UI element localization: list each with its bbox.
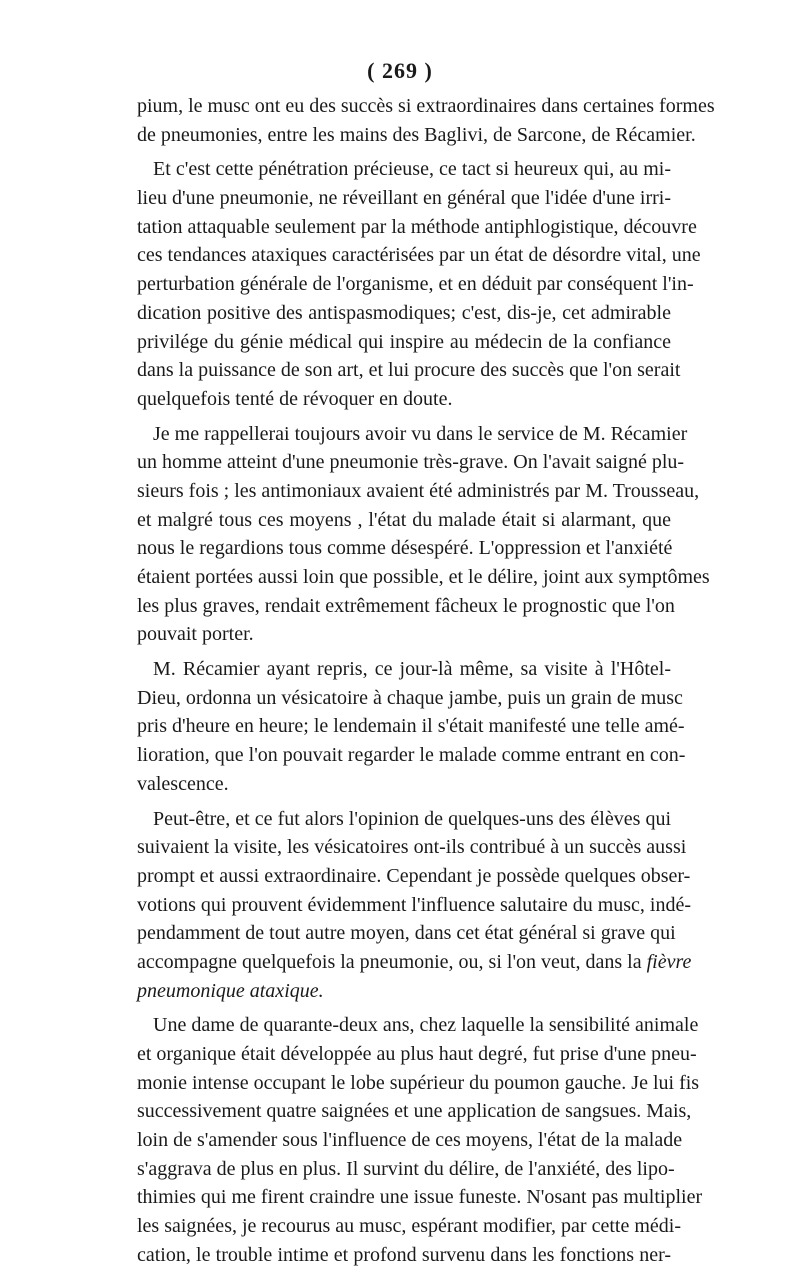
text-line-main: accompagne quelquefois la pneumonie, ou, si l'on veut, dans la	[137, 950, 642, 973]
text-line: les saignées, je recourus au musc, espérant modifier, par cette médi-	[137, 1215, 681, 1238]
text-line: Je me rappellerai toujours avoir vu dans le service de M. Récamier	[153, 422, 688, 445]
paragraph	[137, 155, 701, 413]
text-line: prompt et aussi extraordinaire. Cependant je possède quelques obser-	[137, 864, 691, 887]
text-line: tation attaquable seulement par la méthode antiphlogistique, découvre	[137, 215, 697, 238]
paragraph	[137, 1011, 703, 1269]
text-line: de pneumonies, entre les mains des Baglivi, de Sarcone, de Récamier.	[137, 123, 696, 146]
italic-text-line: pneumonique ataxique.	[137, 979, 324, 1002]
text-line: Et c'est cette pénétration précieuse, ce tact si heureux qui, au mi-	[153, 158, 671, 181]
text-line: votions qui prouvent évidemment l'influence salutaire du musc, indé-	[137, 893, 692, 916]
text-line: dication positive des antispasmodiques; c'est, dis-je, cet admirable	[137, 301, 671, 324]
page-number: ( 269 )	[367, 58, 433, 83]
text-line: pouvait porter.	[137, 623, 254, 646]
text-line: un homme atteint d'une pneumonie très-grave. On l'avait saigné plu-	[137, 451, 685, 474]
text-line: suivaient la visite, les vésicatoires ont-ils contribué à un succès aussi	[137, 836, 687, 859]
text-line: et organique était développée au plus haut degré, fut prise d'une pneu-	[137, 1043, 697, 1065]
text-line: nous le regardions tous comme désespéré. L'oppression et l'anxiété	[137, 537, 673, 560]
text-line: successivement quatre saignées et une application de sangsues. Mais,	[137, 1100, 692, 1123]
text-line: Une dame de quarante-deux ans, chez laquelle la sensibilité animale	[153, 1014, 699, 1037]
text-line: perturbation générale de l'organisme, et en déduit par conséquent l'in-	[137, 273, 694, 296]
text-line: lioration, que l'on pouvait regarder le malade comme entrant en con-	[137, 744, 686, 767]
text-line	[137, 948, 692, 977]
text-line: lieu d'une pneumonie, ne réveillant en général que l'idée d'une irri-	[137, 187, 671, 210]
text-line: Peut-être, et ce fut alors l'opinion de quelques-uns des élèves qui	[153, 807, 671, 830]
text-line: s'aggrava de plus en plus. Il survint du délire, de l'anxiété, des lipo-	[137, 1157, 675, 1180]
text-line: ces tendances ataxiques caractérisées par un état de désordre vital, une	[137, 244, 701, 267]
text-line: valescence.	[137, 772, 229, 795]
body-text	[137, 92, 715, 1270]
text-line: sieurs fois ; les antimoniaux avaient été administrés par M. Trousseau,	[137, 479, 700, 502]
paragraph	[137, 655, 686, 798]
text-line: pris d'heure en heure; le lendemain il s'était manifesté une telle amé-	[137, 715, 685, 738]
text-line: cation, le trouble intime et profond survenu dans les fonctions ner-	[137, 1243, 671, 1266]
text-line: thimies qui me firent craindre une issue funeste. N'osant pas multiplier	[137, 1186, 703, 1209]
paragraph	[137, 92, 715, 149]
text-line: loin de s'amender sous l'influence de ces moyens, l'état de la malade	[137, 1129, 683, 1152]
text-line: et malgré tous ces moyens , l'état du malade était si alarmant, que	[137, 508, 671, 531]
text-line: dans la puissance de son art, et lui procure des succès que l'on serait	[137, 359, 681, 382]
text-line: les plus graves, rendait extrêmement fâcheux le prognostic que l'on	[137, 594, 675, 617]
text-line: pium, le musc ont eu des succès si extraordinaires dans certaines formes	[137, 95, 715, 117]
text-line: étaient portées aussi loin que possible, et le délire, joint aux symptômes	[137, 566, 710, 588]
text-line: pendamment de tout autre moyen, dans cet état général si grave qui	[137, 922, 676, 945]
text-line: monie intense occupant le lobe supérieur du poumon gauche. Je lui fis	[137, 1071, 700, 1094]
italic-phrase: fièvre	[646, 950, 692, 973]
paragraph	[137, 805, 692, 1006]
text-line: quelquefois tenté de révoquer en doute.	[137, 387, 453, 410]
text-line: M. Récamier ayant repris, ce jour-là même, sa visite à l'Hôtel-	[153, 658, 671, 681]
text-line: privilége du génie médical qui inspire au médecin de la confiance	[137, 330, 671, 353]
paragraph	[137, 420, 710, 650]
text-line: Dieu, ordonna un vésicatoire à chaque jambe, puis un grain de musc	[137, 686, 683, 709]
